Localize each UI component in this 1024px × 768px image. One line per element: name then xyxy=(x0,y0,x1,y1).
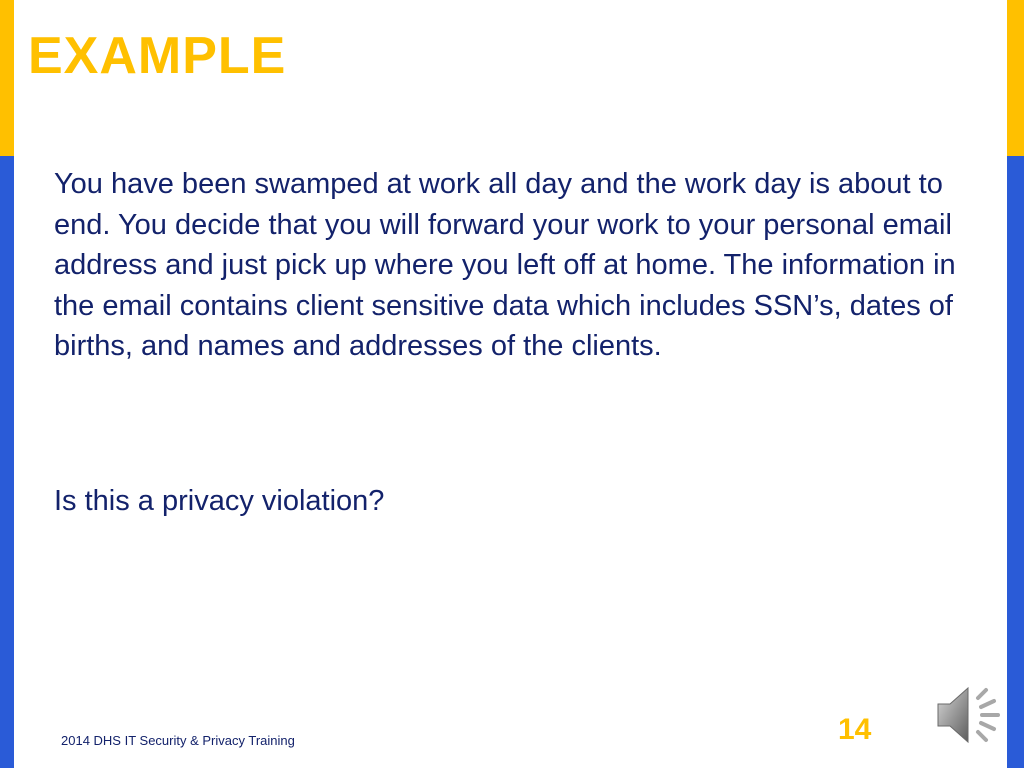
speaker-icon[interactable] xyxy=(934,682,1006,748)
right-accent-bar-yellow xyxy=(1007,0,1024,156)
page-number: 14 xyxy=(838,713,872,746)
left-accent-bar-yellow xyxy=(0,0,14,156)
slide-title: EXAMPLE xyxy=(28,27,287,85)
slide-footer: 2014 DHS IT Security & Privacy Training xyxy=(61,733,295,748)
slide-body-text: You have been swamped at work all day and the work day is about to end. You decide that you will forward your work to your personal email address and just pick up where you left off at home. The information in the email contains client sensitive data which includes SSN’s, dates of births, and names and addresses of the clients. xyxy=(54,168,956,362)
slide-question: Is this a privacy violation? xyxy=(54,485,385,517)
left-accent-bar-blue xyxy=(0,156,14,768)
right-accent-bar-blue xyxy=(1007,156,1024,768)
